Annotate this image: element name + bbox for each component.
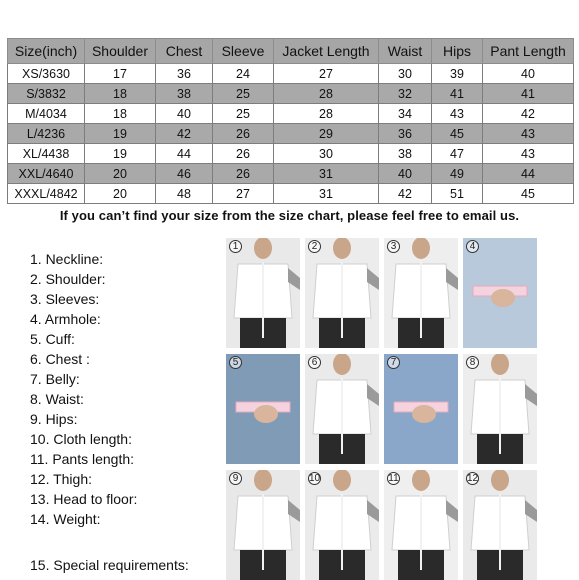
table-cell: 44 [156,144,213,164]
measurement-photo [305,238,379,348]
col-header: Chest [156,39,213,64]
measurement-item: 10. Cloth length: [30,431,132,447]
col-header: Jacket Length [274,39,379,64]
table-cell: 31 [274,164,379,184]
table-row [8,184,574,204]
table-cell: 19 [85,144,156,164]
table-cell: 38 [379,144,432,164]
photo-number-badge: 4 [466,240,479,253]
measurement-photo [226,354,300,464]
person-illustration [384,470,458,580]
table-cell: 40 [379,164,432,184]
table-cell: 28 [274,104,379,124]
measurement-list [30,249,189,573]
table-cell: 27 [274,64,379,84]
table-row [8,124,574,144]
table-cell: 45 [483,184,574,204]
measurement-photo [384,238,458,348]
table-cell: 31 [274,184,379,204]
measurement-photo [305,354,379,464]
measurement-item: 4. Armhole: [30,311,101,327]
table-cell: XL/4438 [8,144,85,164]
person-illustration [305,470,379,580]
table-cell: 49 [432,164,483,184]
photo-number-badge: 6 [308,356,321,369]
photo-number-badge: 2 [308,240,321,253]
photo-number-badge: 8 [466,356,479,369]
measurement-photo [226,238,300,348]
table-row [8,64,574,84]
table-cell: 26 [213,124,274,144]
table-cell: 28 [274,84,379,104]
table-cell: 39 [432,64,483,84]
photo-number-badge: 11 [388,473,399,484]
person-illustration [463,470,537,580]
photo-number-badge: 7 [387,356,400,369]
table-cell: 42 [483,104,574,124]
table-row [8,104,574,124]
photo-number-badge: 1 [229,240,242,253]
person-illustration [305,238,379,348]
measurement-item: 6. Chest : [30,351,90,367]
table-cell: 44 [483,164,574,184]
measurement-item: 1. Neckline: [30,251,104,267]
measurement-item: 14. Weight: [30,511,101,527]
table-row [8,144,574,164]
measurement-photo [463,470,537,580]
measurement-item: 11. Pants length: [30,451,135,467]
col-header: Size(inch) [8,39,85,64]
person-illustration [463,238,537,348]
person-illustration [384,238,458,348]
table-cell: M/4034 [8,104,85,124]
photo-number-badge: 10 [309,473,321,484]
table-cell: 30 [274,144,379,164]
table-cell: 40 [483,64,574,84]
table-cell: 43 [483,124,574,144]
col-header: Waist [379,39,432,64]
measurement-item: 12. Thigh: [30,471,93,487]
table-row [8,164,574,184]
measurement-item: 8. Waist: [30,391,84,407]
measurement-photo [384,354,458,464]
measurement-photo-grid [226,238,541,580]
person-illustration [463,354,537,464]
col-header: Sleeve [213,39,274,64]
table-cell: 43 [432,104,483,124]
table-cell: 26 [213,144,274,164]
photo-number-badge: 3 [387,240,400,253]
person-illustration [226,354,300,464]
table-header-row [8,39,574,64]
measurement-photo [305,470,379,580]
measurement-item: 5. Cuff: [30,331,75,347]
col-header: Shoulder [85,39,156,64]
table-cell: XS/3630 [8,64,85,84]
table-cell: 18 [85,104,156,124]
table-cell: 51 [432,184,483,204]
photo-number-badge: 12 [467,473,479,484]
table-cell: 36 [156,64,213,84]
table-cell: L/4236 [8,124,85,144]
table-cell: 36 [379,124,432,144]
photo-number-badge: 9 [229,472,242,485]
table-cell: 42 [379,184,432,204]
table-cell: 25 [213,84,274,104]
table-cell: 17 [85,64,156,84]
person-illustration [226,238,300,348]
table-cell: 25 [213,104,274,124]
measurement-item-special: 15. Special requirements: [30,557,189,573]
table-cell: 42 [156,124,213,144]
size-chart-table [7,38,574,204]
table-cell: 20 [85,184,156,204]
table-cell: 43 [483,144,574,164]
table-cell: 30 [379,64,432,84]
table-cell: 18 [85,84,156,104]
col-header: Pant Length [483,39,574,64]
table-cell: 26 [213,164,274,184]
table-cell: 48 [156,184,213,204]
measurement-photo [226,470,300,580]
measurement-item: 13. Head to floor: [30,491,138,507]
table-cell: 24 [213,64,274,84]
table-cell: 45 [432,124,483,144]
measurement-item: 7. Belly: [30,371,80,387]
table-cell: XXXL/4842 [8,184,85,204]
table-cell: 20 [85,164,156,184]
table-cell: 19 [85,124,156,144]
measurement-photo [384,470,458,580]
table-cell: 41 [432,84,483,104]
table-cell: 27 [213,184,274,204]
table-cell: S/3832 [8,84,85,104]
photo-number-badge: 5 [229,356,242,369]
person-illustration [384,354,458,464]
table-cell: 41 [483,84,574,104]
table-cell: 46 [156,164,213,184]
table-row [8,84,574,104]
table-cell: 47 [432,144,483,164]
size-help-note: If you can’t find your size from the size chart, please feel free to email us. [59,208,520,223]
measurement-photo [463,354,537,464]
person-illustration [226,470,300,580]
table-cell: 38 [156,84,213,104]
table-cell: 34 [379,104,432,124]
person-illustration [305,354,379,464]
table-cell: 32 [379,84,432,104]
table-cell: 29 [274,124,379,144]
measurement-photo [463,238,537,348]
measurement-item: 2. Shoulder: [30,271,106,287]
table-cell: XXL/4640 [8,164,85,184]
col-header: Hips [432,39,483,64]
table-cell: 40 [156,104,213,124]
measurement-item: 9. Hips: [30,411,78,427]
measurement-item: 3. Sleeves: [30,291,100,307]
